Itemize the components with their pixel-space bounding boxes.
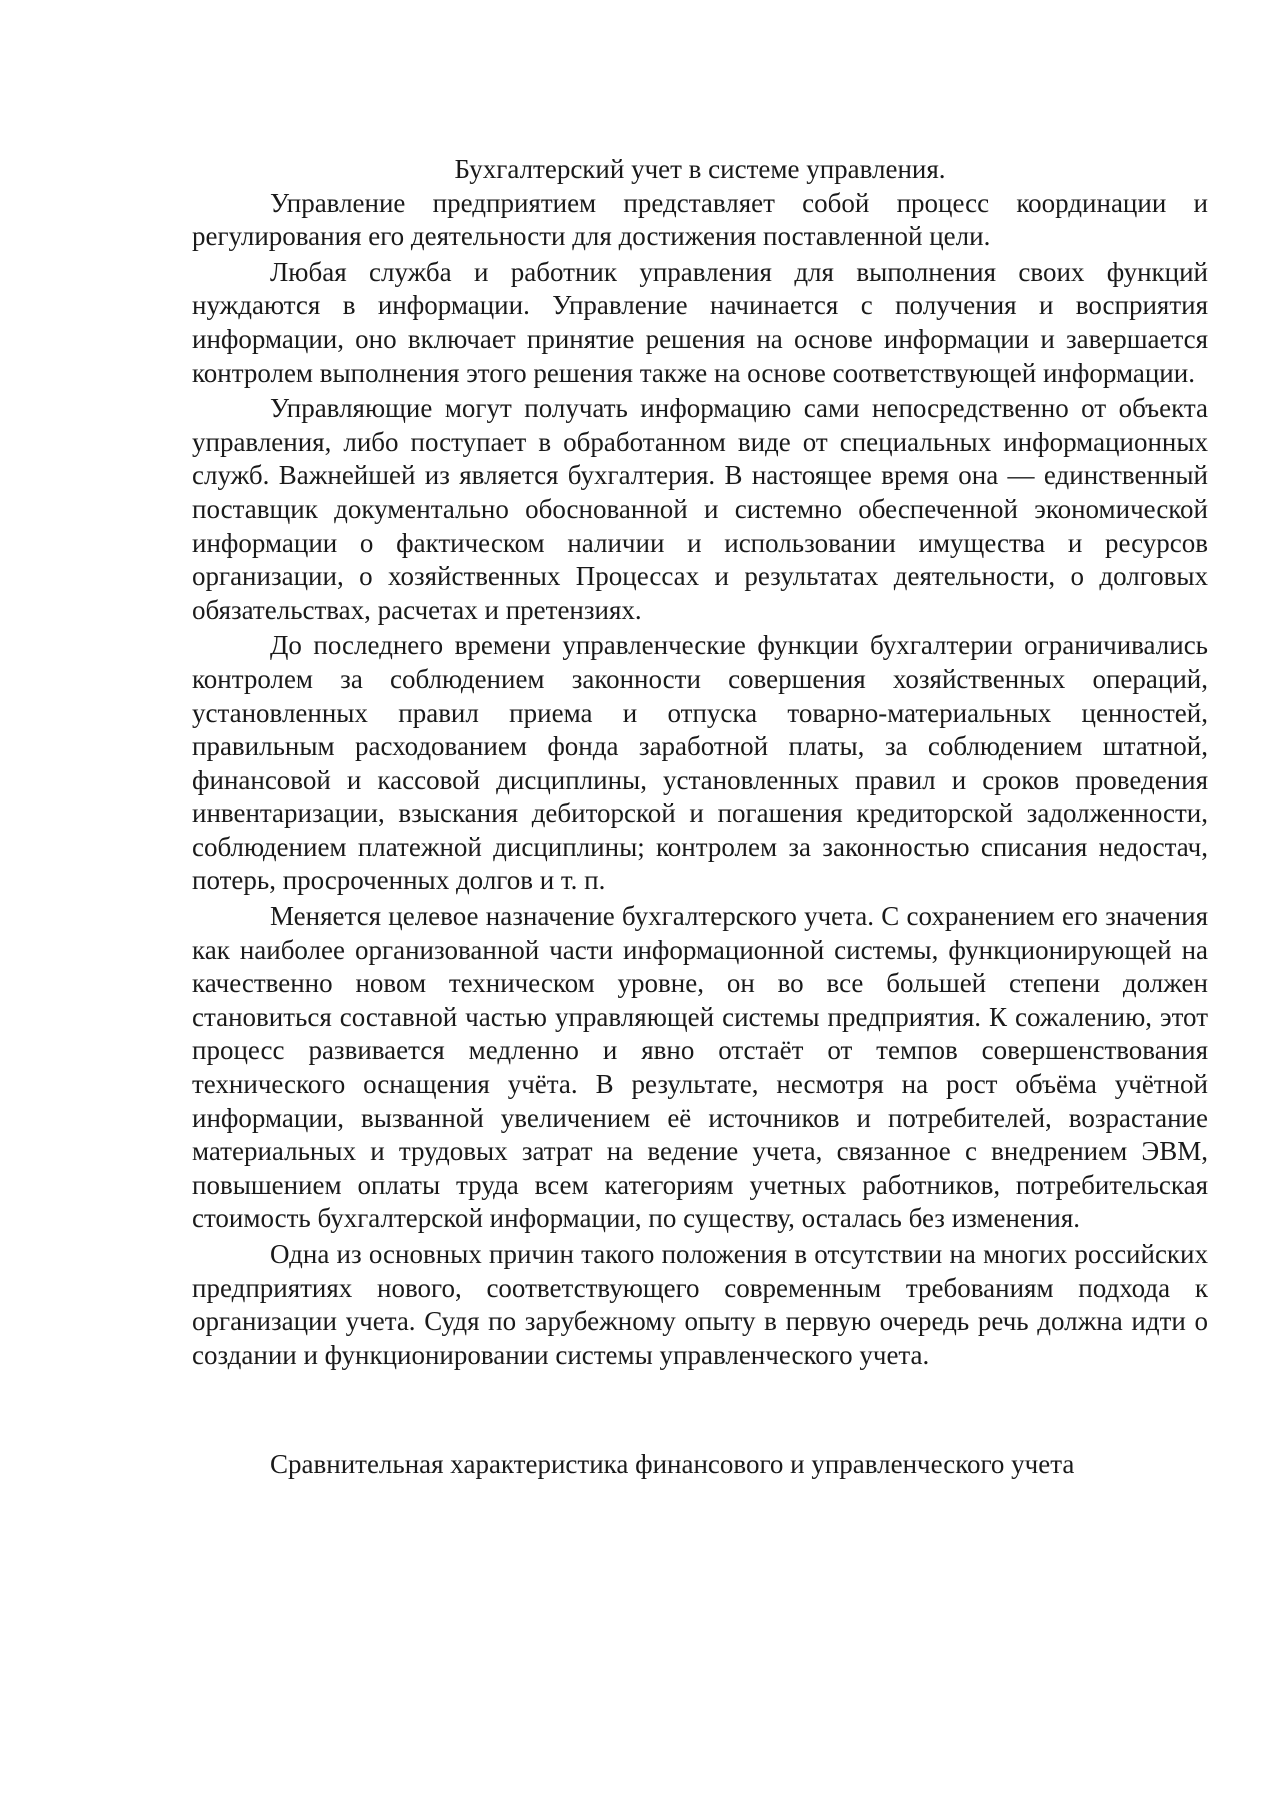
paragraph-management: Управление предприятием представляет собой процесс координации и регулирования его деятельности для достижения поставленной цели. bbox=[192, 187, 1208, 252]
paragraph-information-need: Любая служба и работник управления для выполнения своих функций нуждаются в информации. Управление начинается с получения и восприятия информации, оно включает принятие решения на основе информации и завершается контролем выполнения этого решения также на основе соответствующей информации. bbox=[192, 256, 1208, 388]
paragraph-main-reason: Одна из основных причин такого положения в отсутствии на многих российских предприятиях нового, соответствующего современным требованиям подхода к организации учета. Судя по зарубежному опыту в первую очередь речь должна идти о создании и функционировании системы управленческого учета. bbox=[192, 1239, 1208, 1370]
paragraph-accounting-role: Управляющие могут получать информацию сами непосредственно от объекта управления, либо поступает в обработанном виде от специальных информационных служб. Важнейшей из является бухгалтерия. В настоящее время она — единственный поставщик документально обоснованной и системно обеспеченной экономической информации о фактическом наличии и использовании имущества и ресурсов организации, о хозяйственных Процессах и результатах деятельности, о долговых обязательствах, расчетах и претензиях. bbox=[192, 393, 1208, 625]
section-heading: Сравнительная характеристика финансового и управленческого учета bbox=[270, 1449, 1075, 1480]
document-body bbox=[192, 153, 1208, 1482]
paragraph-control-functions: До последнего времени управленческие функции бухгалтерии ограничивались контролем за соблюдением законности совершения хозяйственных операций, установленных правил приема и отпуска товарно-материальных ценностей, правильным расходованием фонда заработной платы, за соблюдением штатной, финансовой и кассовой дисциплины, установленных правил и сроков проведения инвентаризации, взыскания дебиторской и погашения кредиторской задолженности, соблюдением платежной дисциплины; контролем за законностью списания недостач, потерь, просроченных долгов и т. п. bbox=[192, 630, 1208, 896]
document-title: Бухгалтерский учет в системе управления. bbox=[454, 154, 946, 184]
paragraph-changing-purpose: Меняется целевое назначение бухгалтерского учета. С сохранением его значения как наиболее организованной части информационной системы, функционирующей на качественно новом техническом уровне, он во все большей степени должен становиться составной частью управляющей системы предприятия. К сожалению, этот процесс развивается медленно и явно отстаёт от темпов совершенствования технического оснащения учёта. В результате, несмотря на рост объёма учётной информации, вызванной увеличением её источников и потребителей, возрастание материальных и трудовых затрат на ведение учета, связанное с внедрением ЭВМ, повышением оплаты труда всем категориям учетных работников, потребительская стоимость бухгалтерской информации, по существу, осталась без изменения. bbox=[192, 901, 1208, 1234]
